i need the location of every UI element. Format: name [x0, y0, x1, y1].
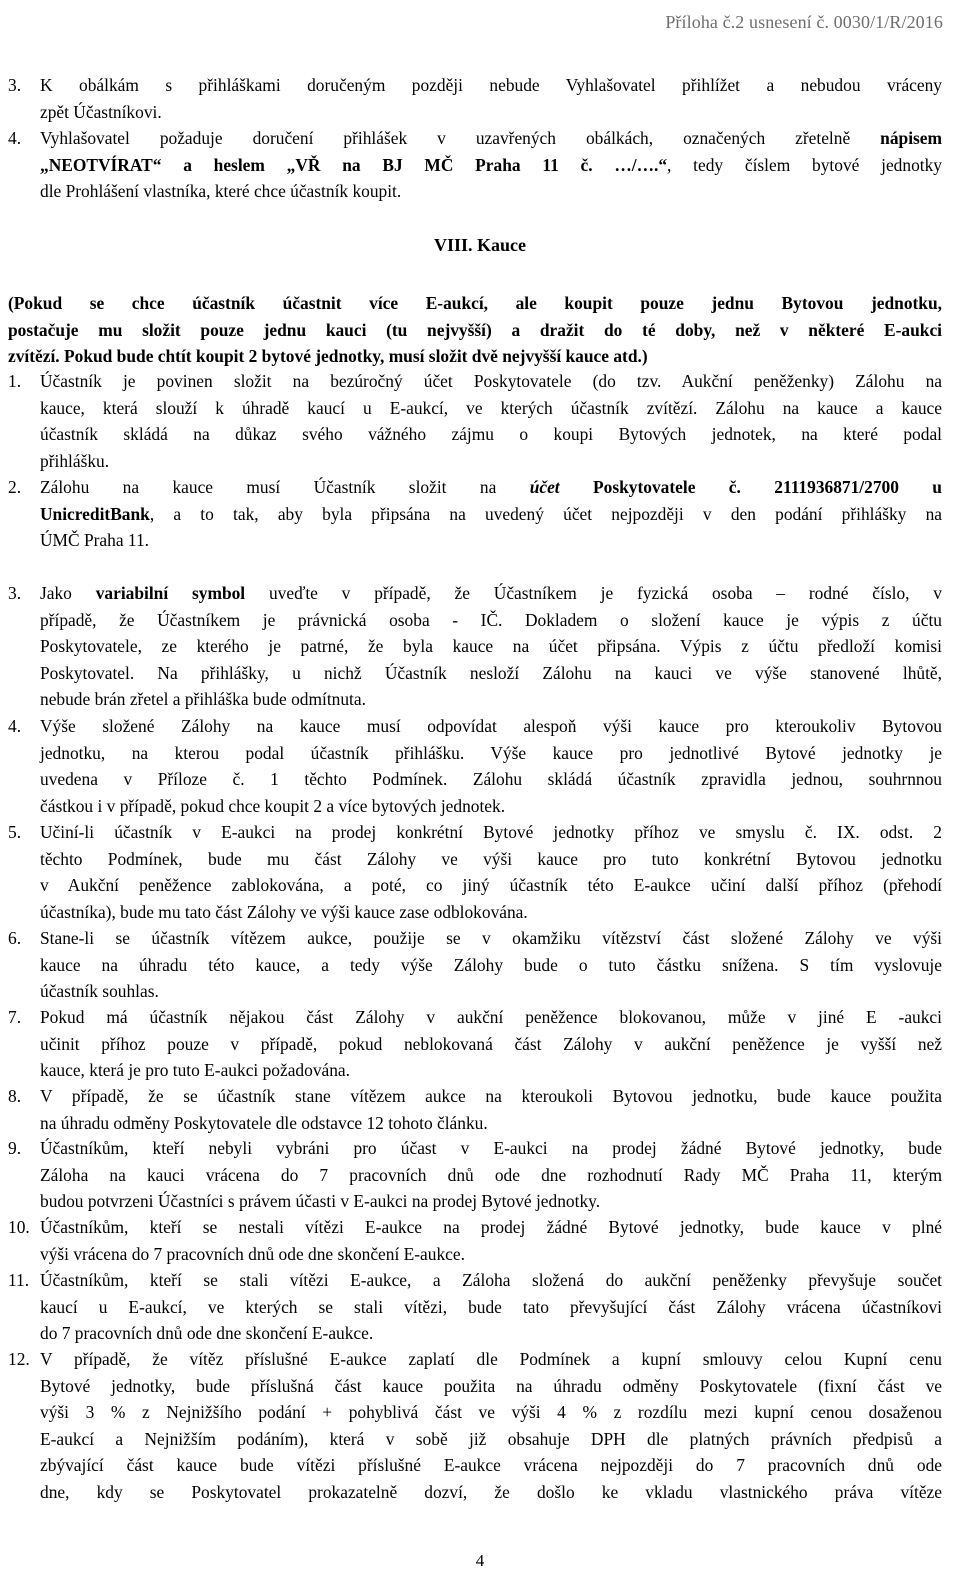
paragraph-5 — [40, 819, 942, 925]
text-line: výši vrácena do 7 pracovních dnů ode dne skončení E-aukce. — [40, 1243, 465, 1264]
page-number: 4 — [475, 1551, 485, 1570]
text-line: přihlášku. — [40, 450, 110, 471]
paragraph-4 — [40, 713, 942, 819]
text-line: účastník skládá na důkaz svého vážného zájmu o koupi Bytových jednotek, na které podal — [40, 424, 942, 444]
text-line: v Aukční peněžence zablokována, a poté, co jiný účastník této E-aukce učiní další příhoz (přehodí — [40, 875, 942, 895]
paragraph-top-4 — [40, 125, 942, 205]
text-line: Účastníkům, kteří se stali vítězi E-aukce, a Záloha složená do aukční peněženky převyšuje součet — [40, 1270, 942, 1290]
bold-text: Poskytovatele č. 2111936871/2700 u — [593, 477, 942, 497]
section-intro — [8, 290, 942, 370]
text-line: částkou i v případě, pokud chce koupit 2 a více bytových jednotek. — [40, 795, 506, 816]
text-line: Účastníkům, kteří nebyli vybráni pro účast v E-aukci na prodej žádné Bytové jednotky, bude — [40, 1138, 942, 1158]
item-number: 12. — [8, 1349, 30, 1369]
text-line: kauce, která slouží k úhradě kaucí u E-aukcí, ve kterých účastník zvítězí. Zálohu na kauce a kauce — [40, 397, 942, 418]
text-line: Stane-li se účastník vítězem aukce, použije se v okamžiku vítězství část složené Zálohy ve výši — [40, 928, 942, 948]
text-line — [40, 580, 942, 607]
text-line — [40, 501, 942, 528]
paragraph-1 — [40, 368, 942, 474]
bold-text: „NEOTVÍRAT“ a heslem „VŘ na BJ MČ Praha 11 č. …/….“ — [40, 154, 668, 175]
text-line — [40, 474, 942, 501]
text-line: případě, že Účastníkem je právnická osoba - IČ. Dokladem o složení kauce je výpis z účtu — [40, 609, 942, 630]
text-line: Učiní-li účastník v E-aukci na prodej konkrétní Bytové jednotky příhoz ve smyslu č. IX. odst. 2 — [40, 822, 942, 842]
text-line: zpět Účastníkovi. — [40, 101, 162, 122]
document-header: Příloha č.2 usnesení č. 0030/1/R/2016 — [665, 12, 943, 32]
text-line: do 7 pracovních dnů ode dne skončení E-aukce. — [40, 1323, 374, 1343]
item-number: 10. — [8, 1217, 30, 1237]
item-number: 4. — [8, 128, 22, 148]
text-line: Účastník je povinen složit na bezúročný účet Poskytovatele (do tzv. Aukční peněženky) Zálohu na — [40, 371, 942, 391]
text-line: na úhradu odměny Poskytovatele dle odstavce 12 tohoto článku. — [40, 1112, 488, 1133]
text-line: účastník souhlas. — [40, 981, 159, 1001]
text-line: účastníka), bude mu tato část Zálohy ve výši kauce zase odblokována. — [40, 901, 528, 922]
paragraph-3 — [40, 580, 942, 713]
text-segment: Vyhlašovatel požaduje doručení přihlášek v uzavřených obálkách, označených zřetelně — [40, 128, 881, 148]
item-number: 11. — [8, 1270, 30, 1290]
item-number: 6. — [8, 928, 22, 948]
text-segment: , a to tak, aby byla připsána na uvedený účet nejpozději v den podání přihlášky na — [149, 503, 942, 524]
section-title: VIII. Kauce — [433, 235, 526, 255]
bold-text: účet — [529, 477, 560, 497]
text-line: kauce, která je pro tuto E-aukci požadována. — [40, 1060, 350, 1080]
text-line: E-aukcí a Nejnižším podáním), která v sobě již obsahuje DPH dle platných právních předpisů a — [40, 1428, 942, 1449]
text-line: ÚMČ Praha 11. — [40, 530, 150, 550]
text-line: Poskytovatel. Na přihlášky, u nichž Účastník nesloží Zálohu na kauci ve výše stanovené lhůtě, — [40, 662, 942, 683]
item-number: 8. — [8, 1086, 22, 1106]
text-line: Záloha na kauci vrácena do 7 pracovních dnů ode dne rozhodnutí Rady MČ Praha 11, kterým — [40, 1164, 942, 1185]
paragraph-8 — [40, 1083, 942, 1136]
text-segment: Jako — [40, 583, 96, 603]
text-line: zvítězí. Pokud bude chtít koupit 2 bytové jednotky, musí složit dvě nejvyšší kauce atd.) — [8, 346, 648, 366]
text-line: Bytové jednotky, bude příslušná část kauce použita na úhradu odměny Poskytovatele (fixní část ve — [40, 1375, 942, 1396]
text-line: výši 3 % z Nejnižšího podání + pohyblivá část ve výši 4 % z rozdílu mezi kupní cenou dosaženou — [40, 1402, 942, 1422]
text-line: kaucí u E-aukcí, ve kterých se stali vítězi, bude tato převyšující část Zálohy vrácena účastníkovi — [40, 1296, 942, 1317]
text-line: budou potvrzeni Účastníci s právem účasti v E-aukci na prodej Bytové jednotky. — [40, 1191, 601, 1211]
text-line — [40, 152, 942, 179]
item-number: 2. — [8, 477, 22, 497]
text-line: V případě, že se účastník stane vítězem aukce na kteroukoli Bytovou jednotku, bude kauce použita — [40, 1086, 942, 1106]
text-line: Poskytovatele, ze kterého je patrné, že byla kauce na účet připsána. Výpis z účtu předloží komisi — [40, 636, 942, 656]
bold-text: UnicreditBank — [40, 503, 150, 524]
item-number: 9. — [8, 1138, 22, 1158]
text-line: postačuje mu složit pouze jednu kauci (tu nejvyšší) a dražit do té doby, než v některé E-aukci — [8, 319, 942, 340]
text-line: V případě, že vítěz příslušné E-aukce zaplatí dle Podmínek a kupní smlouvy celou Kupní cenu — [40, 1349, 942, 1369]
bold-text: nápisem — [880, 128, 942, 148]
text-line: Výše složené Zálohy na kauce musí odpovídat alespoň výši kauce pro kteroukoliv Bytovou — [40, 716, 942, 736]
text-line: dne, kdy se Poskytovatel prokazatelně dozví, že došlo ke vkladu vlastnického práva vítěze — [40, 1481, 942, 1502]
text-line: zbývající část kauce bude vítězi příslušné E-aukce vrácena nejpozději do 7 pracovních dnů ode — [40, 1455, 942, 1475]
paragraph-6 — [40, 925, 942, 1005]
text-line: jednotku, na kterou podal účastník přihlášku. Výše kauce pro jednotlivé Bytové jednotky je — [40, 742, 942, 763]
item-number: 3. — [8, 583, 22, 603]
paragraph-10 — [40, 1214, 942, 1267]
bold-text: variabilní symbol — [95, 583, 246, 603]
item-number: 5. — [8, 822, 22, 842]
text-segment: Zálohu na kauce musí Účastník složit na — [40, 477, 530, 497]
text-line: K obálkám s přihláškami doručeným později nebude Vyhlašovatel přihlížet a nebudou vráceny — [40, 75, 942, 95]
paragraph-2 — [40, 474, 942, 554]
text-line: Pokud má účastník nějakou část Zálohy v aukční peněžence blokovanou, může v jiné E -aukci — [40, 1007, 942, 1027]
item-number: 4. — [8, 716, 22, 736]
text-line: kauce na úhradu této kauce, a tedy výše Zálohy bude o tuto částku snížena. S tím vyslovuje — [40, 954, 942, 975]
text-line: těchto Podmínek, bude mu část Zálohy ve výši kauce pro tuto konkrétní Bytovou jednotku — [40, 848, 942, 869]
text-line: nebude brán zřetel a přihláška bude odmítnuta. — [40, 689, 366, 709]
text-line: učinit příhoz pouze v případě, pokud neblokovaná část Zálohy v aukční peněžence je vyšší než — [40, 1033, 942, 1054]
item-number: 3. — [8, 75, 22, 95]
paragraph-9 — [40, 1135, 942, 1215]
text-segment: , tedy číslem bytové jednotky — [667, 154, 942, 175]
text-line: Účastníkům, kteří se nestali vítězi E-aukce na prodej žádné Bytové jednotky, bude kauce v plné — [40, 1217, 942, 1237]
text-line: uvedena v Příloze č. 1 těchto Podmínek. Zálohu skládá účastník zpravidla jednou, souhrnnou — [40, 769, 942, 789]
paragraph-top-3 — [40, 72, 942, 125]
text-line: (Pokud se chce účastník účastnit více E-aukcí, ale koupit pouze jednu Bytovou jednotku, — [8, 293, 942, 313]
text-line — [40, 125, 942, 152]
text-segment — [560, 477, 593, 497]
item-number: 1. — [8, 371, 22, 391]
paragraph-12 — [40, 1346, 942, 1505]
text-line: dle Prohlášení vlastníka, které chce účastník koupit. — [40, 181, 402, 201]
item-number: 7. — [8, 1007, 22, 1027]
paragraph-7 — [40, 1004, 942, 1084]
paragraph-11 — [40, 1267, 942, 1347]
text-segment: uveďte v případě, že Účastníkem je fyzická osoba – rodné číslo, v — [245, 583, 942, 603]
